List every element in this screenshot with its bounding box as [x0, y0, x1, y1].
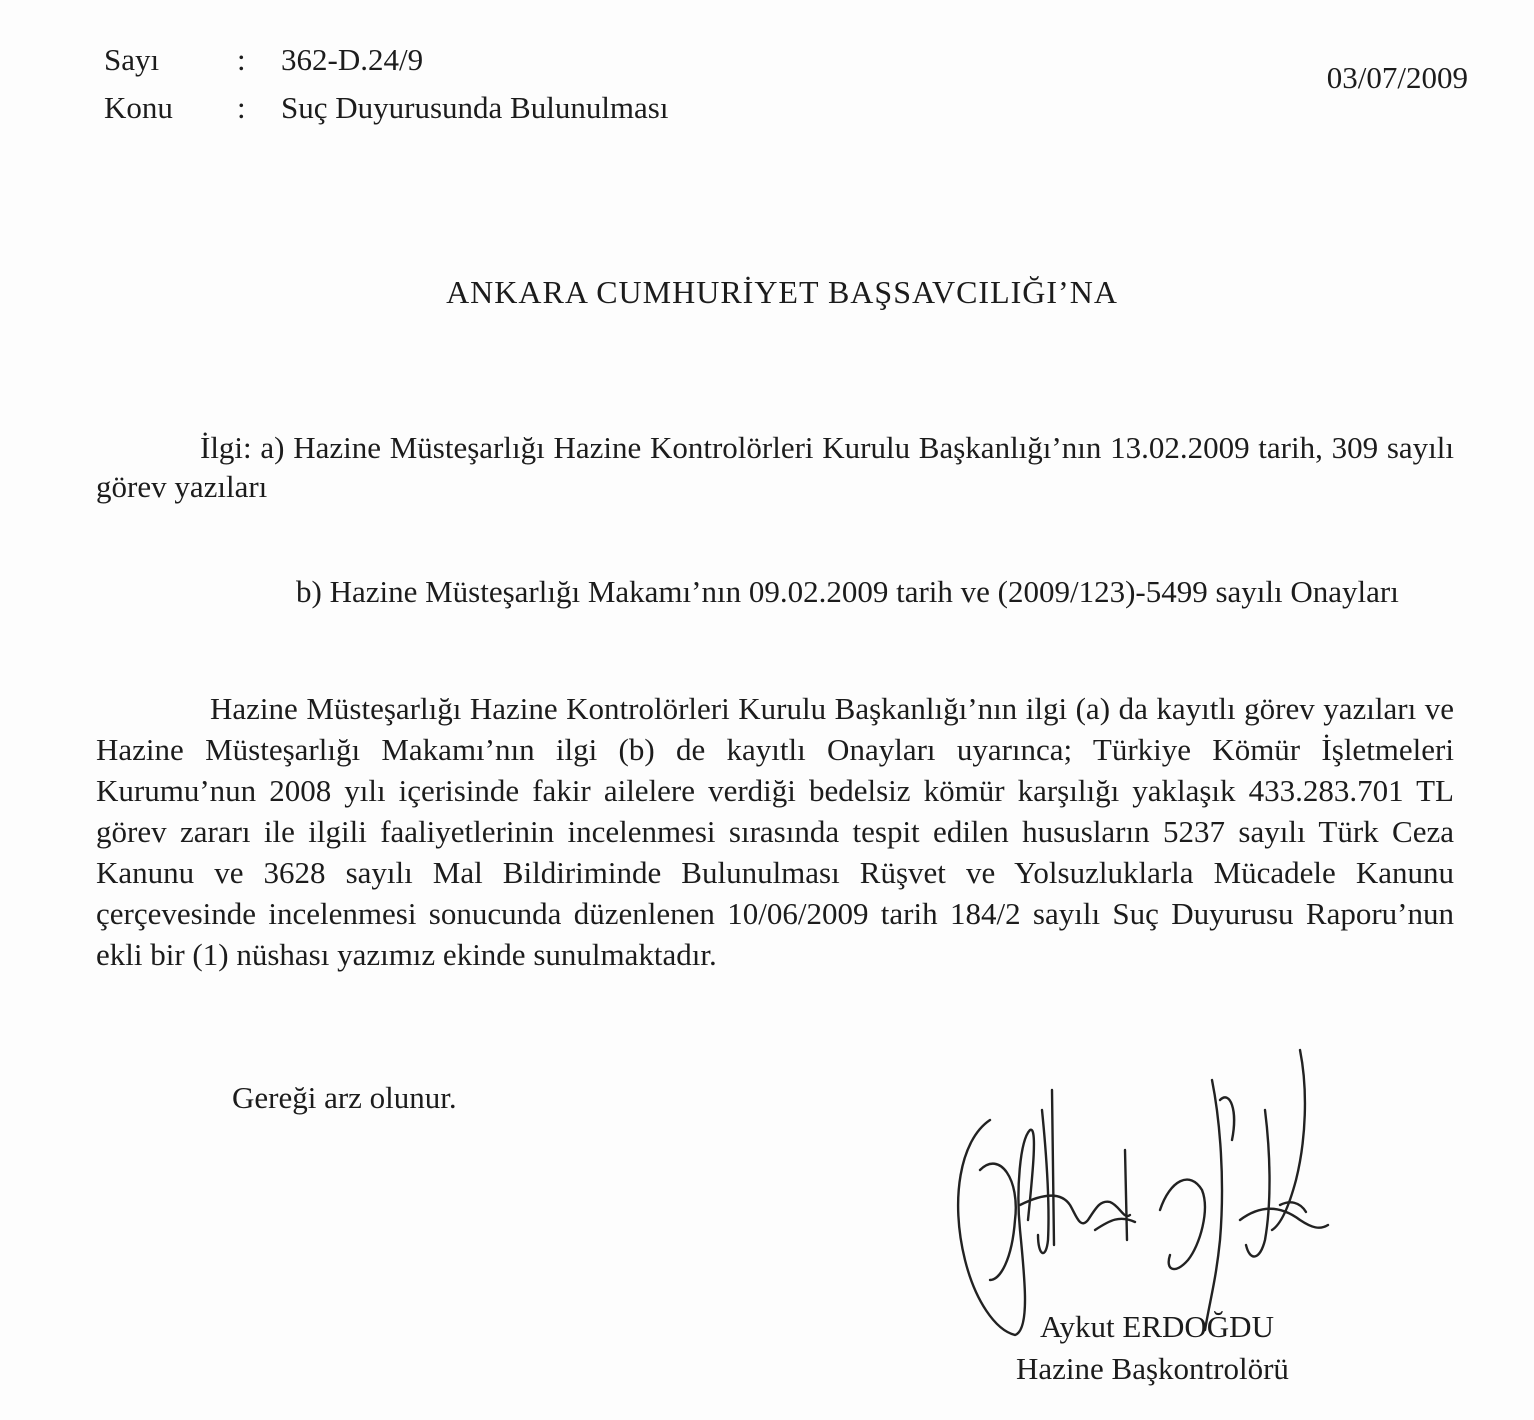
signature-block [1016, 1306, 1289, 1390]
closing-line: Gereği arz olunur. [232, 1080, 457, 1115]
sayi-colon: : [237, 42, 246, 77]
letter-date: 03/07/2009 [1326, 60, 1468, 95]
sayi-label: Sayı [104, 42, 160, 77]
konu-value: Suç Duyurusunda Bulunulması [281, 90, 669, 125]
reference-a: İlgi: a) Hazine Müsteşarlığı Hazine Kontrolörleri Kurulu Başkanlığı’nın 13.02.2009 tarih, 309 sayılı görev yazıları [96, 430, 1454, 504]
signatory-title: Hazine Başkontrolörü [1016, 1351, 1289, 1386]
body-paragraph: Hazine Müsteşarlığı Hazine Kontrolörleri Kurulu Başkanlığı’nın ilgi (a) da kayıtlı görev yazıları ve Hazine Müsteşarlığı Makamı’nın ilgi (b) de kayıtlı Onayları uyarınca; Türkiye Kömür İşletmeleri Kurumu’nun 2008 yılı içerisinde fakir ailelere verdiği bedelsiz kömür karşılığı yaklaşık 433.283.701 TL görev zararı ile ilgili faaliyetlerinin incelenmesi sırasında tespit edilen hususların 5237 sayılı Türk Ceza Kanunu ve 3628 sayılı Mal Bildiriminde Bulunulması Rüşvet ve Yolsuzluklarla Mücadele Kanunu çerçevesinde incelenmesi sonucunda düzenlenen 10/06/2009 tarih 184/2 sayılı Suç Duyurusu Raporu’nun ekli bir (1) nüshası yazımız ekinde sunulmaktadır. [96, 691, 1454, 972]
reference-b: b) Hazine Müsteşarlığı Makamı’nın 09.02.2009 tarih ve (2009/123)-5499 sayılı Onayları [296, 574, 1399, 609]
konu-row [104, 88, 804, 128]
konu-label: Konu [104, 90, 173, 125]
sayi-row [104, 40, 804, 80]
signatory-name: Aykut ERDOĞDU [1040, 1309, 1274, 1344]
konu-colon: : [237, 90, 246, 125]
addressee-heading: ANKARA CUMHURİYET BAŞSAVCILIĞI’NA [446, 274, 1118, 310]
sayi-value: 362-D.24/9 [281, 42, 424, 77]
